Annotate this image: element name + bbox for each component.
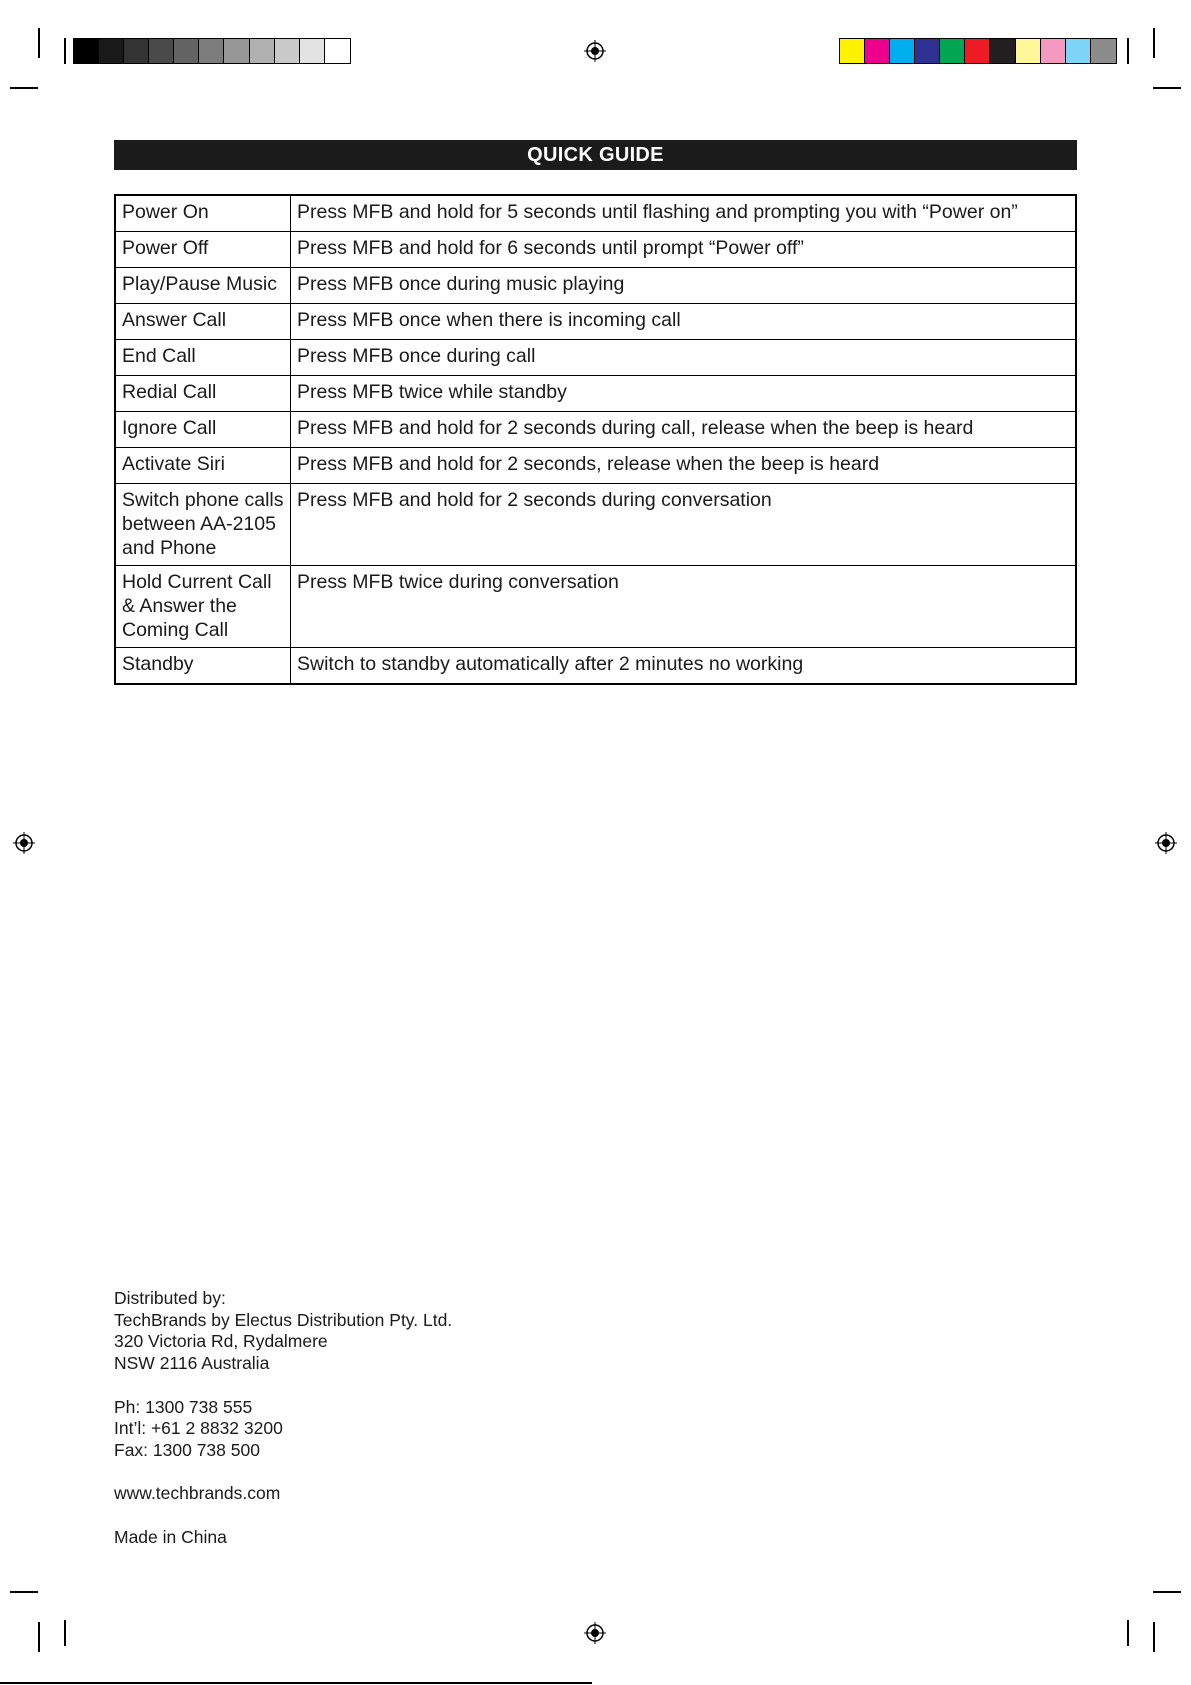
- action-cell: Press MFB twice while standby: [291, 376, 1077, 412]
- action-cell: Press MFB once during music playing: [291, 268, 1077, 304]
- action-cell: Press MFB twice during conversation: [291, 566, 1077, 648]
- table-row: [115, 566, 1076, 648]
- color-swatch: [1091, 39, 1116, 63]
- color-swatch: [890, 39, 915, 63]
- distributor-website: www.techbrands.com: [114, 1483, 281, 1504]
- color-swatch: [865, 39, 890, 63]
- function-cell: Power On: [115, 195, 291, 232]
- table-row: [115, 268, 1076, 304]
- color-swatch: [174, 39, 199, 63]
- table-row: [115, 484, 1076, 566]
- color-swatch: [149, 39, 174, 63]
- distributor-phone: Ph: 1300 738 555: [114, 1396, 253, 1417]
- color-swatch: [1066, 39, 1091, 63]
- color-swatch: [224, 39, 249, 63]
- action-cell: Switch to standby automatically after 2 minutes no working: [291, 648, 1077, 685]
- distributor-address-line2: NSW 2116 Australia: [114, 1353, 270, 1374]
- grayscale-color-bar: [73, 38, 351, 64]
- quick-guide-table: [114, 194, 1077, 685]
- color-swatch: [99, 39, 124, 63]
- table-row: [115, 232, 1076, 268]
- color-swatch: [199, 39, 224, 63]
- made-in-label: Made in China: [114, 1526, 227, 1547]
- distributor-label: Distributed by:: [114, 1288, 226, 1308]
- distributor-info: [114, 1288, 614, 1548]
- table-row: [115, 412, 1076, 448]
- color-swatch: [1016, 39, 1041, 63]
- function-cell: Power Off: [115, 232, 291, 268]
- registration-mark-icon: [584, 40, 606, 62]
- function-cell: Switch phone calls between AA-2105 and Phone: [115, 484, 291, 566]
- distributor-address-line1: 320 Victoria Rd, Rydalmere: [114, 1331, 328, 1352]
- function-cell: Activate Siri: [115, 448, 291, 484]
- distributor-company: TechBrands by Electus Distribution Pty. Ltd.: [114, 1309, 453, 1330]
- color-swatch: [250, 39, 275, 63]
- registration-mark-icon: [1155, 832, 1177, 854]
- color-swatch: [325, 39, 350, 63]
- color-swatch: [990, 39, 1015, 63]
- color-swatch: [940, 39, 965, 63]
- function-cell: Play/Pause Music: [115, 268, 291, 304]
- action-cell: Press MFB and hold for 2 seconds during call, release when the beep is heard: [291, 412, 1077, 448]
- table-row: [115, 448, 1076, 484]
- function-cell: Hold Current Call & Answer the Coming Call: [115, 566, 291, 648]
- distributor-fax: Fax: 1300 738 500: [114, 1439, 260, 1460]
- process-color-bar: [839, 38, 1117, 64]
- action-cell: Press MFB once when there is incoming call: [291, 304, 1077, 340]
- table-row: [115, 376, 1076, 412]
- function-cell: End Call: [115, 340, 291, 376]
- registration-mark-icon: [13, 832, 35, 854]
- registration-mark-icon: [584, 1622, 606, 1644]
- function-cell: Redial Call: [115, 376, 291, 412]
- table-row: [115, 304, 1076, 340]
- color-swatch: [300, 39, 325, 63]
- color-swatch: [275, 39, 300, 63]
- function-cell: Answer Call: [115, 304, 291, 340]
- action-cell: Press MFB and hold for 5 seconds until flashing and prompting you with “Power on”: [291, 195, 1077, 232]
- color-swatch: [124, 39, 149, 63]
- action-cell: Press MFB and hold for 6 seconds until prompt “Power off”: [291, 232, 1077, 268]
- table-row: [115, 648, 1076, 685]
- table-row: [115, 340, 1076, 376]
- color-swatch: [74, 39, 99, 63]
- color-swatch: [840, 39, 865, 63]
- action-cell: Press MFB and hold for 2 seconds during conversation: [291, 484, 1077, 566]
- action-cell: Press MFB once during call: [291, 340, 1077, 376]
- quick-guide-title: QUICK GUIDE: [114, 140, 1077, 170]
- distributor-intl-phone: Int’l: +61 2 8832 3200: [114, 1418, 283, 1439]
- color-swatch: [1041, 39, 1066, 63]
- function-cell: Standby: [115, 648, 291, 685]
- color-swatch: [965, 39, 990, 63]
- table-row: [115, 195, 1076, 232]
- function-cell: Ignore Call: [115, 412, 291, 448]
- action-cell: Press MFB and hold for 2 seconds, release when the beep is heard: [291, 448, 1077, 484]
- color-swatch: [915, 39, 940, 63]
